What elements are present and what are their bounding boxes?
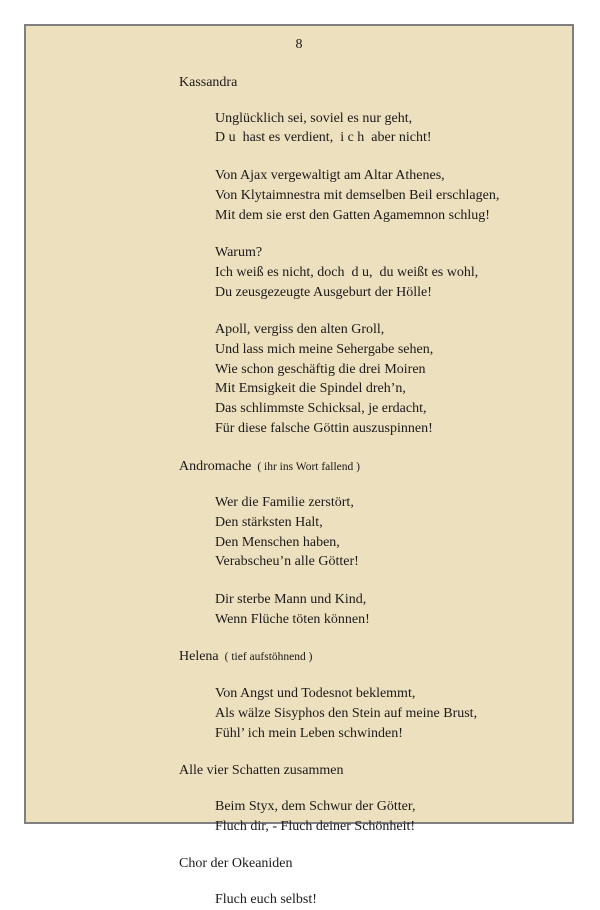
verse-line: Warum? (215, 245, 263, 261)
speaker-name (179, 761, 559, 781)
verse-line: Beim Styx, dem Schwur der Götter, (215, 798, 416, 814)
stanza (179, 320, 559, 438)
stanza (179, 243, 559, 302)
verse-line: Ich weiß es nicht, doch d u, du weißt es wohl, (215, 264, 479, 280)
dialogue-text (179, 73, 559, 910)
verse-line: Das schlimmste Schicksal, je erdacht, (215, 401, 427, 417)
dialogue-section-andromache (179, 457, 559, 630)
verse-line: Wer die Familie zerstört, (215, 495, 354, 511)
speaker-name (179, 647, 559, 668)
stage-direction: ( ihr ins Wort fallend ) (257, 460, 360, 473)
stanza (179, 166, 559, 225)
verse-line: Unglücklich sei, soviel es nur geht, (215, 110, 413, 126)
verse-line: Fluch dir, - Fluch deiner Schönheit! (215, 818, 416, 834)
verse-line: Den stärksten Halt, (215, 514, 323, 530)
stage-direction: ( tief aufstöhnend ) (224, 651, 313, 664)
speaker-name (179, 73, 559, 93)
verse-line: Mit dem sie erst den Gatten Agamemnon schlug! (215, 207, 490, 223)
page-number: 8 (295, 37, 303, 52)
verse-line: Von Klytaimnestra mit demselben Beil erschlagen, (215, 187, 500, 203)
verse-line: Für diese falsche Göttin auszuspinnen! (215, 420, 433, 436)
verse-line: Wenn Flüche töten können! (215, 611, 370, 627)
verse-line: Fluch euch selbst! (215, 892, 317, 908)
verse-line: Als wälze Sisyphos den Stein auf meine Brust, (215, 705, 478, 721)
speaker-name (179, 854, 559, 874)
verse-line: Von Angst und Todesnot beklemmt, (215, 686, 416, 702)
dialogue-section-chor (179, 854, 559, 909)
verse-line: Dir sterbe Mann und Kind, (215, 592, 367, 608)
stanza (179, 590, 559, 629)
speaker-name (179, 457, 559, 478)
speaker-label: Helena (179, 649, 219, 665)
verse-line: Apoll, vergiss den alten Groll, (215, 322, 385, 338)
verse-line: Du zeusgezeugte Ausgeburt der Hölle! (215, 284, 432, 300)
stanza (179, 493, 559, 572)
stanza (179, 684, 559, 743)
verse-line: Verabscheu’n alle Götter! (215, 554, 359, 570)
dialogue-section-alle-vier-schatten (179, 761, 559, 836)
stanza (179, 890, 559, 910)
speaker-label: Alle vier Schatten zusammen (179, 763, 344, 779)
dialogue-section-kassandra (179, 73, 559, 439)
verse-line: Von Ajax vergewaltigt am Altar Athenes, (215, 168, 445, 184)
verse-line: D u hast es verdient, i c h aber nicht! (215, 130, 432, 146)
speaker-label: Chor der Okeaniden (179, 856, 293, 872)
stanza (179, 797, 559, 836)
page-sheet (24, 24, 574, 908)
stanza (179, 109, 559, 148)
speaker-label: Kassandra (179, 75, 238, 90)
verse-line: Fühl’ ich mein Leben schwinden! (215, 725, 403, 741)
verse-line: Mit Emsigkeit die Spindel dreh’n, (215, 381, 406, 397)
dialogue-section-helena (179, 647, 559, 743)
verse-line: Wie schon geschäftig die drei Moiren (215, 361, 426, 377)
verse-line: Und lass mich meine Sehergabe sehen, (215, 342, 434, 358)
speaker-label: Andromache (179, 458, 252, 474)
verse-line: Den Menschen haben, (215, 534, 340, 550)
